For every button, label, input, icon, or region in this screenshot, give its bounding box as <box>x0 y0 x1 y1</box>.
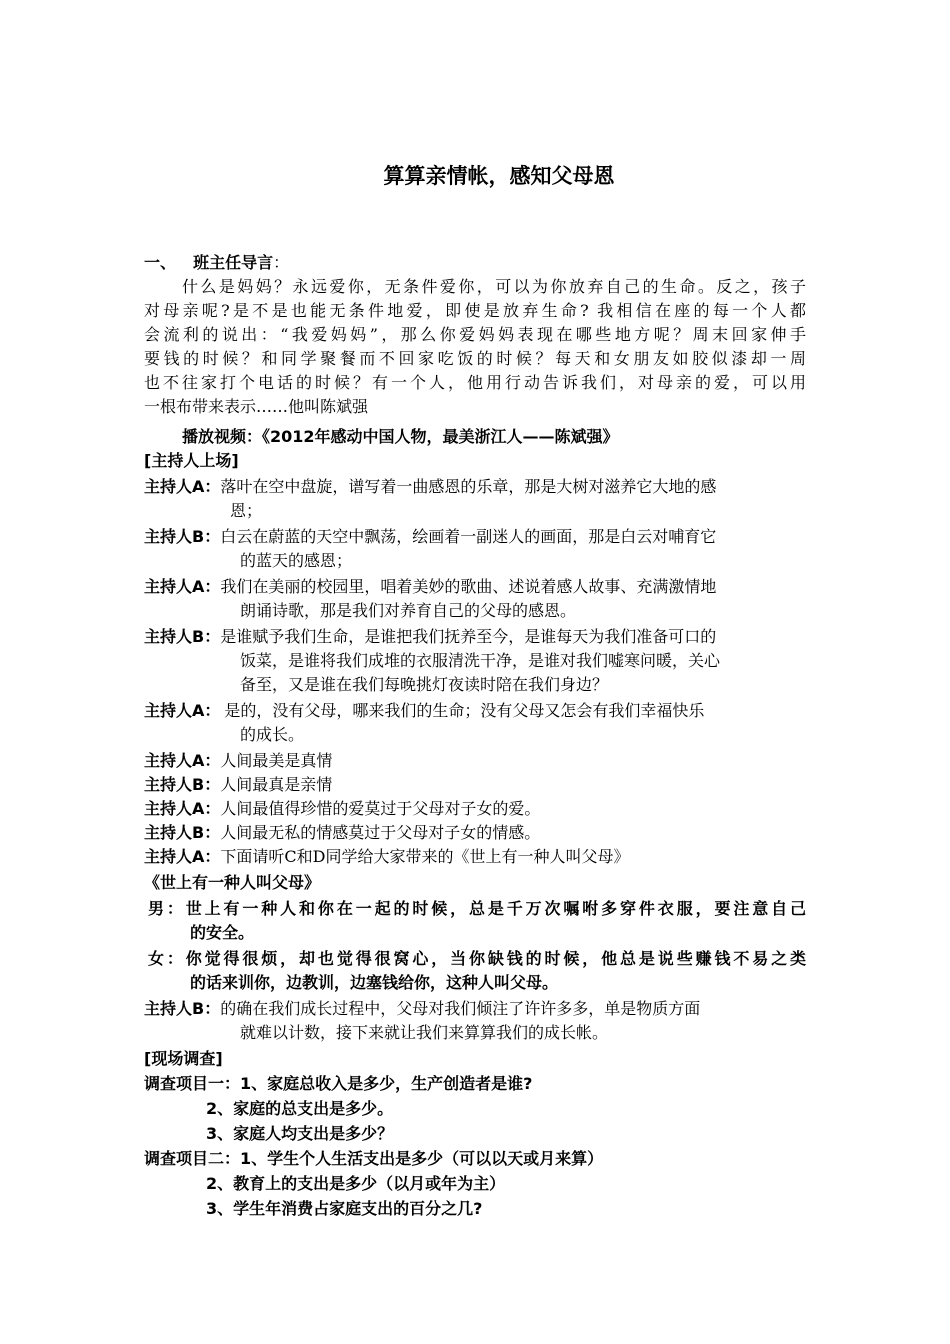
dialog-line <box>144 749 814 773</box>
section-heading <box>144 251 814 275</box>
speaker-label: 主持人A： <box>144 847 221 866</box>
dialog-line <box>144 625 814 649</box>
speaker-label: 主持人B： <box>144 823 221 842</box>
dialog-text: 白云在蔚蓝的天空中飘荡，绘画着一副迷人的画面，那是白云对哺育它 <box>220 527 717 546</box>
dialog-line: 朗诵诗歌，那是我们对养育自己的父母的感恩。 <box>240 601 577 620</box>
dialog-line: 就难以计数，接下来就让我们来算算我们的成长帐。 <box>240 1023 609 1042</box>
speaker-label: 主持人A： <box>144 799 221 818</box>
dialog-line <box>144 475 814 499</box>
dialog-line <box>144 773 814 797</box>
speaker-label: 主持人B： <box>144 527 221 546</box>
survey-item-label: 调查项目一： <box>144 1074 241 1093</box>
dialog-line: 恩； <box>230 501 263 520</box>
survey-question: 1、家庭总收入是多少，生产创造者是谁? <box>240 1074 533 1093</box>
speaker-label: 主持人A： <box>144 577 221 596</box>
survey-question: 1、学生个人生活支出是多少（可以以天或月来算） <box>240 1149 604 1168</box>
section-number: 一、 <box>144 253 177 272</box>
survey-question: 2、教育上的支出是多少（以月或年为主） <box>206 1174 506 1193</box>
dialog-text: 是谁赋予我们生命，是谁把我们抚养至今，是谁每天为我们准备可口的 <box>220 627 717 646</box>
dialog-line <box>144 525 814 549</box>
survey-heading: [现场调查] <box>144 1049 223 1068</box>
video-note: 播放视频：《2012年感动中国人物，最美浙江人——陈斌强》 <box>182 427 619 446</box>
dialog-line: 的成长。 <box>240 725 305 744</box>
section-label: 班主任导言 <box>193 253 274 272</box>
speaker-label: 主持人B： <box>144 627 221 646</box>
poem-title: 《世上有一种人叫父母》 <box>144 873 321 892</box>
intro-line: 什么是妈妈？永远爱你，无条件爱你，可以为你放弃自己的生命。反之，孩子 <box>182 277 806 296</box>
intro-line: 会流利的说出：“我爱妈妈”，那么你爱妈妈表现在哪些地方呢？周末回家伸手 <box>144 325 806 344</box>
speaker-label: 主持人A： <box>144 751 221 770</box>
dialog-text: 人间最真是亲情 <box>220 775 333 794</box>
speaker-label: 主持人B： <box>144 999 221 1018</box>
dialog-text: 的确在我们成长过程中，父母对我们倾注了许许多多，单是物质方面 <box>220 999 701 1018</box>
dialog-line <box>144 821 814 845</box>
intro-line: 也不往家打个电话的时候？有一个人，他用行动告诉我们，对母亲的爱，可以用 <box>144 373 806 392</box>
dialog-line: 备至，又是谁在我们每晚挑灯夜读时陪在我们身边？ <box>240 675 609 694</box>
dialog-text: 我们在美丽的校园里，唱着美妙的歌曲、述说着感人故事、充满激情地 <box>220 577 717 596</box>
dialog-text: 是的，没有父母，哪来我们的生命；没有父母又怎会有我们幸福快乐 <box>224 701 705 720</box>
poem-female-line: 的话来训你，边教训，边塞钱给你，这种人叫父母。 <box>190 973 559 992</box>
speaker-label: 主持人A： <box>144 477 221 496</box>
poem-male-line: 的安全。 <box>190 923 255 942</box>
dialog-line <box>144 997 814 1021</box>
survey-item <box>144 1072 814 1096</box>
dialog-text: 下面请听C和D同学给大家带来的《世上有一种人叫父母》 <box>220 847 630 866</box>
dialog-text: 人间最值得珍惜的爱莫过于父母对子女的爱。 <box>220 799 541 818</box>
page-title: 算算亲情帐，感知父母恩 <box>383 164 615 188</box>
host-section-heading: [主持人上场] <box>144 451 239 470</box>
survey-question: 2、家庭的总支出是多少。 <box>206 1099 394 1118</box>
survey-item-label: 调查项目二： <box>144 1149 241 1168</box>
dialog-line: 的蓝天的感恩； <box>240 551 353 570</box>
dialog-line <box>144 699 814 723</box>
poem-female-line: 女：你觉得很烦，却也觉得很窝心，当你缺钱的时候，他总是说些赚钱不易之类 <box>148 949 806 968</box>
dialog-text: 人间最无私的情感莫过于父母对子女的情感。 <box>220 823 541 842</box>
dialog-line <box>144 797 814 821</box>
survey-question: 3、家庭人均支出是多少？ <box>206 1124 394 1143</box>
poem-male-line: 男：世上有一种人和你在一起的时候，总是千万次嘱咐多穿件衣服，要注意自己 <box>148 899 806 918</box>
dialog-text: 落叶在空中盘旋，谱写着一曲感恩的乐章，那是大树对滋养它大地的感 <box>220 477 717 496</box>
intro-line: 要钱的时候？和同学聚餐而不回家吃饭的时候？每天和女朋友如胶似漆却一周 <box>144 349 806 368</box>
speaker-label: 主持人A： <box>144 701 221 720</box>
dialog-line <box>144 845 814 869</box>
dialog-line <box>144 575 814 599</box>
section-colon: ： <box>273 253 290 272</box>
dialog-text: 人间最美是真情 <box>220 751 333 770</box>
survey-item <box>144 1147 814 1171</box>
intro-line: 一根布带来表示……他叫陈斌强 <box>144 397 369 416</box>
survey-question: 3、学生年消费占家庭支出的百分之几? <box>206 1199 483 1218</box>
intro-line: 对母亲呢?是不是也能无条件地爱，即使是放弃生命? 我相信在座的每一个人都 <box>144 301 806 320</box>
dialog-line: 饭菜，是谁将我们成堆的衣服清洗干净，是谁对我们嘘寒问暖，关心 <box>240 651 721 670</box>
speaker-label: 主持人B： <box>144 775 221 794</box>
